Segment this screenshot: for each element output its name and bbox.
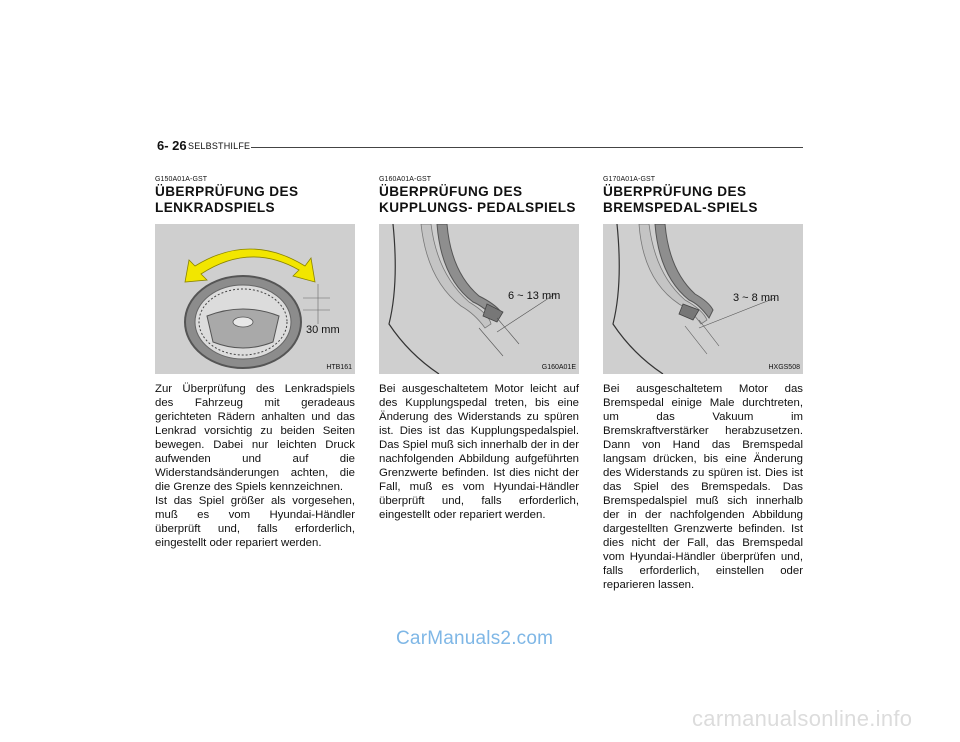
measurement-label: 30 mm (306, 324, 340, 336)
section-heading: ÜBERPRÜFUNG DES BREMSPEDAL-SPIELS (603, 184, 758, 215)
steering-wheel-figure (155, 224, 355, 374)
clutch-pedal-figure (379, 224, 579, 374)
section-code: G170A01A-GST (603, 176, 656, 183)
figure-code: G160A01E (541, 364, 576, 371)
figure-code: HTB161 (326, 364, 352, 371)
footer-watermark: carmanualsonline.info (692, 706, 913, 731)
column-clutch (379, 176, 579, 522)
figure-code: HXGS508 (768, 364, 800, 371)
measurement-label: 6 ~ 13 mm (508, 290, 561, 302)
page-number: 6- 26 (157, 138, 187, 153)
watermark-link[interactable]: CarManuals2.com (396, 628, 554, 649)
section-code: G160A01A-GST (379, 176, 432, 183)
steering-wheel-illustration (155, 224, 355, 374)
section-code: G150A01A-GST (155, 176, 208, 183)
measurement-label: 3 ~ 8 mm (733, 292, 780, 304)
body-text: Bei ausgeschaltetem Motor das Bremspedal einige Male durchtreten, um das Vakuum im Bremskraftverstärker herabzusetzen. Dann von Hand das Bremspedal langsam drücken, bis eine Änderung des Widerstands zu spüren ist. Dies ist das Spiel des Bremspedals. Das Bremspedalspiel muß sich innerhalb der in der nachfolgenden Abbildung dargestellten Grenzwerte befinden. Ist dies nicht der Fall, das Bremspedal vom Hyundai-Händler überprüfen und, falls erforderlich, einstellen oder reparieren lassen. (603, 383, 803, 591)
column-brake (603, 176, 803, 592)
header-divider (251, 147, 803, 148)
section-heading: ÜBERPRÜFUNG DES LENKRADSPIELS (155, 184, 299, 215)
column-steering (155, 176, 355, 550)
logo-icon (233, 317, 253, 327)
body-text: Bei ausgeschaltetem Motor leicht auf des Kupplungspedal treten, bis eine Änderung des Widerstands zu spüren ist. Dies ist das Kupplungspedalspiel. Das Spiel muß sich innerhalb der in der nachfolgenden Abbildung aufgeführten Grenzwerte befinden. Ist dies nicht der Fall, muß es vom Hyundai-Händler überprüft und, falls erforderlich, eingestellt oder repariert werden. (379, 383, 579, 521)
section-heading: ÜBERPRÜFUNG DES KUPPLUNGS- PEDALSPIELS (379, 184, 576, 215)
brake-pedal-figure (603, 224, 803, 374)
section-title: SELBSTHILFE (188, 141, 251, 151)
body-text: Zur Überprüfung des Lenkradspiels des Fahrzeug mit geradeaus gerichteten Rädern anhalten und das Lenkrad vorsichtig zu beiden Seiten bewegen. Dabei nur leichten Druck aufwenden und auf die Widerstandsänderungen achten, die die Grenze des Spiels kennzeichnen. Ist das Spiel größer als vorgesehen, muß es vom Hyundai-Händler überprüft und, falls erforderlich, eingestellt oder repariert werden. (155, 383, 355, 549)
